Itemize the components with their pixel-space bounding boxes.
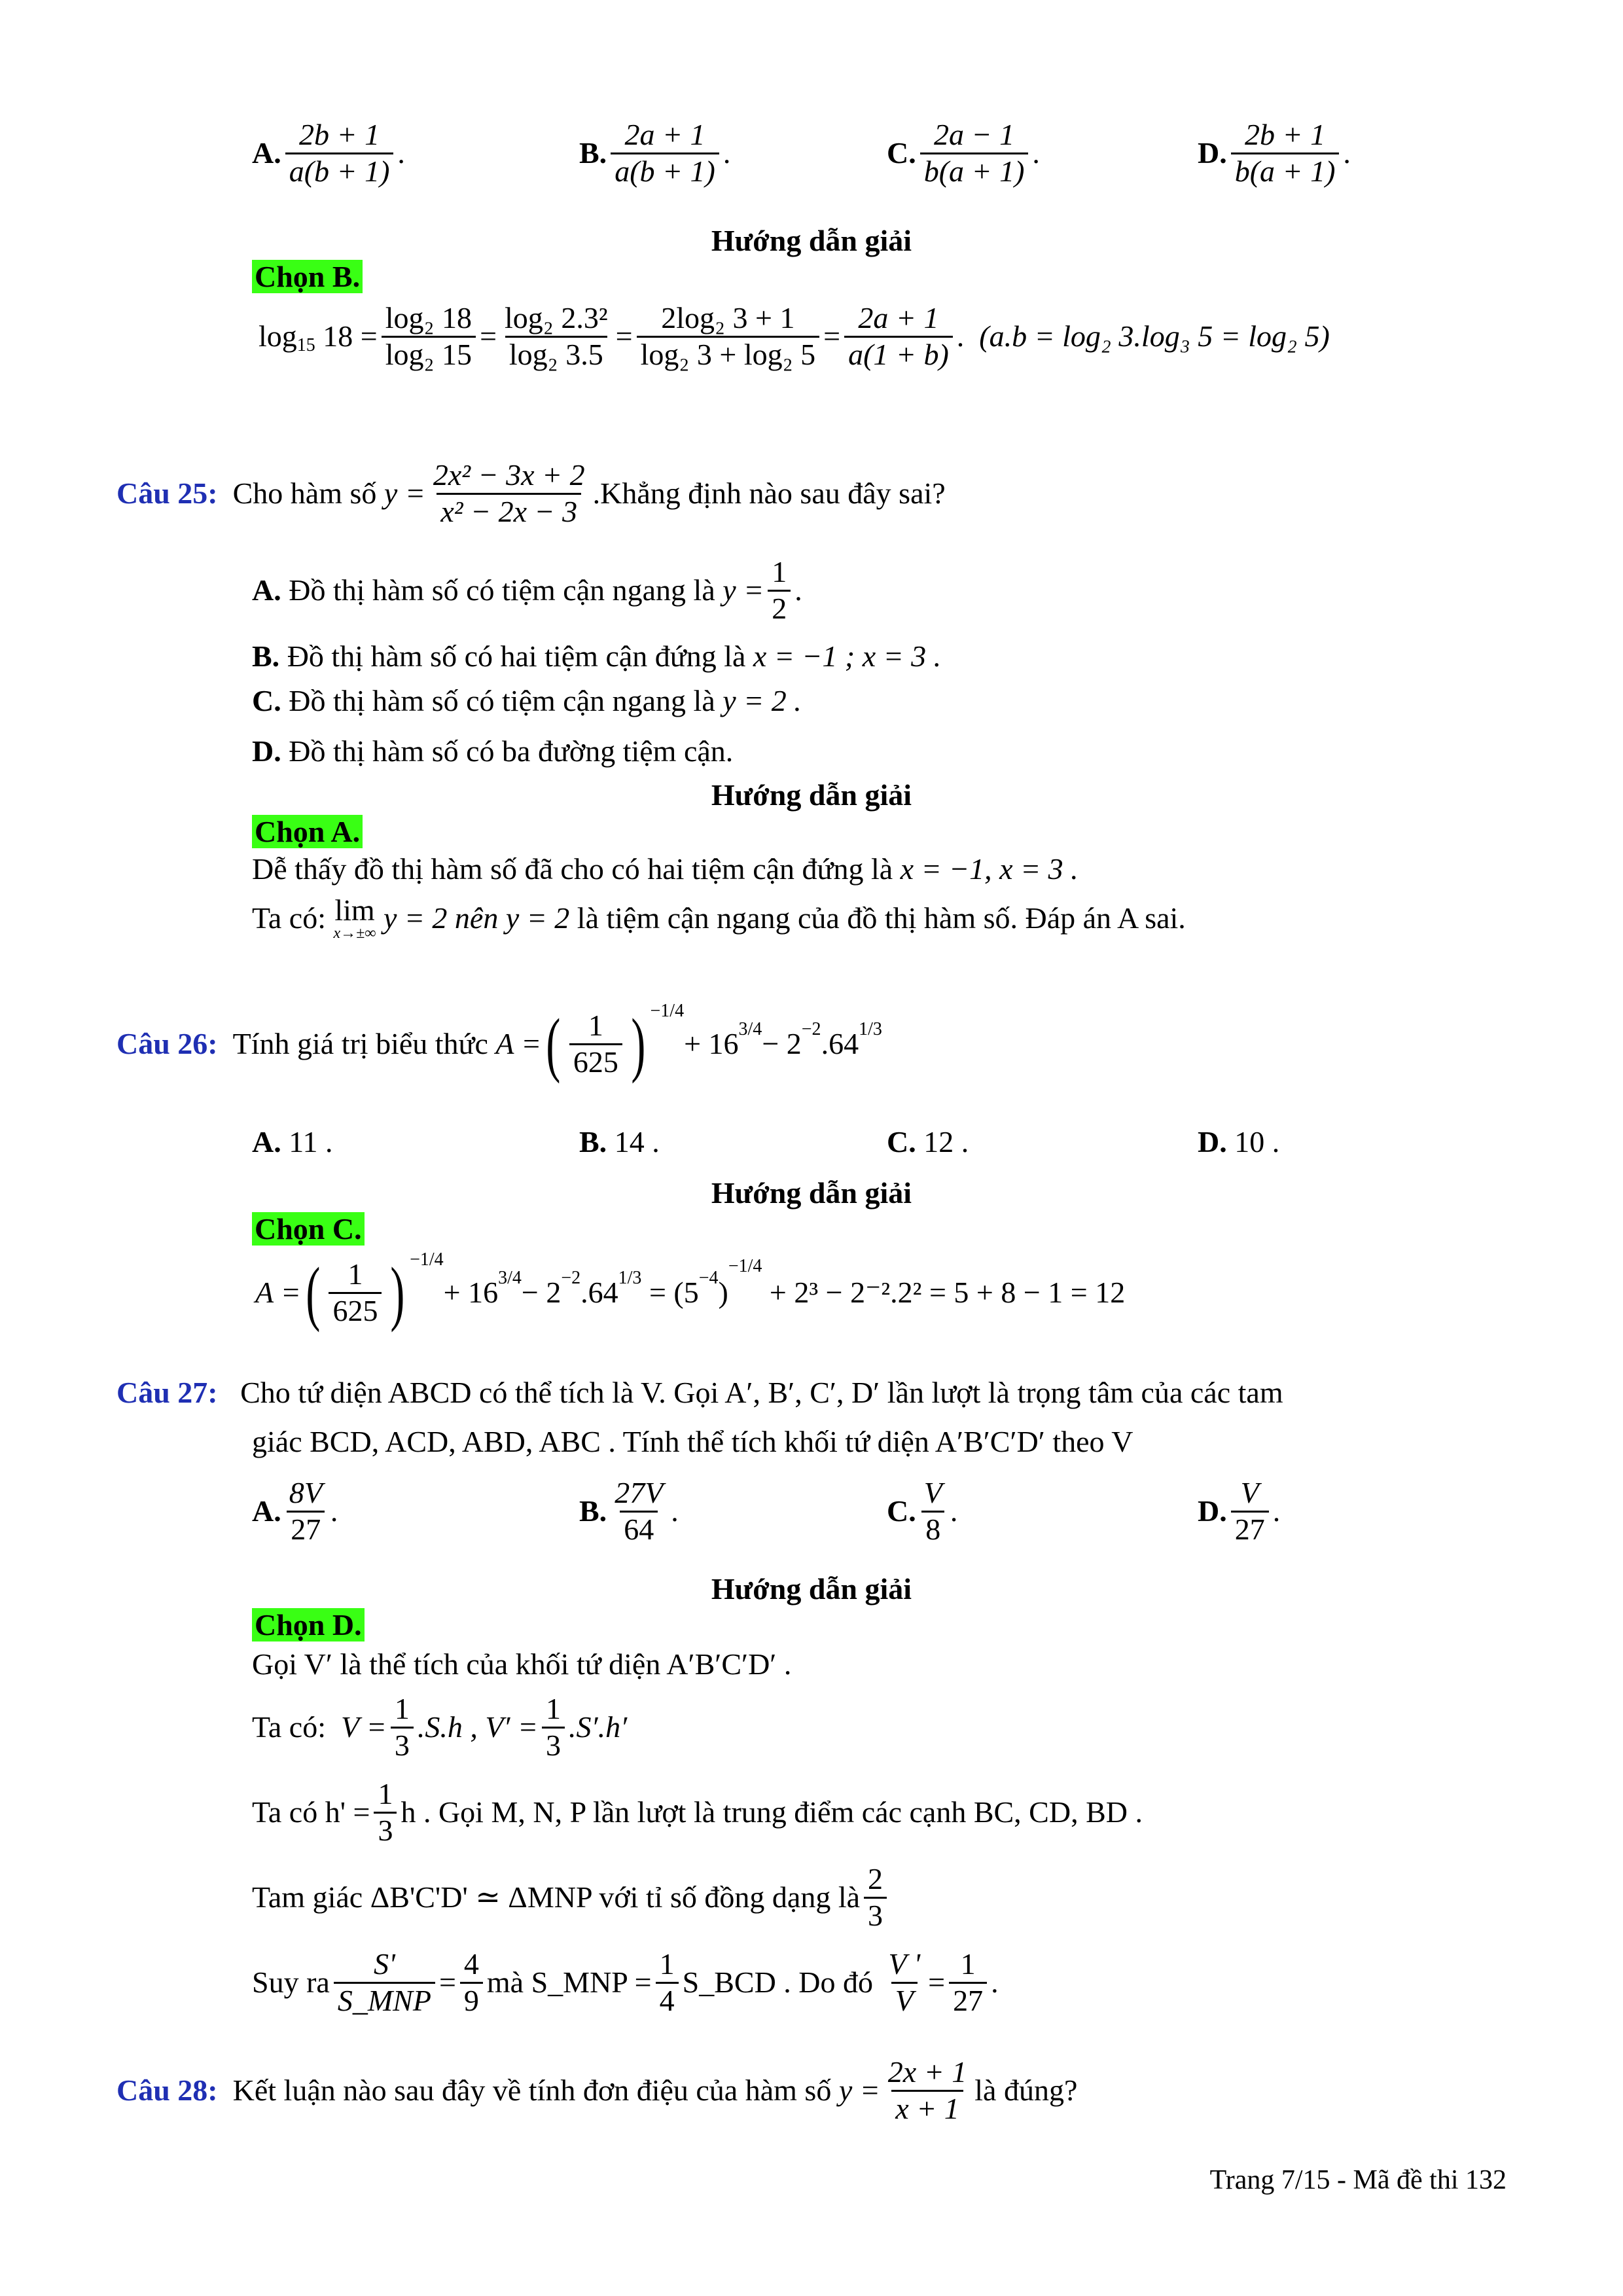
q27-solution-line-2: Ta có: V = $\frac{1}{3}$ .S.h , V′ = $\frac{1}{3}$ .S′.h′ <box>252 1692 628 1762</box>
q27-solution-line-4: Tam giác ΔB'C'D' ≃ ΔMNP với tỉ số đồng dạng là $\frac{2}{3}$ <box>252 1862 891 1933</box>
q26-choice: Chọn C. <box>252 1214 365 1244</box>
q25-choice: Chọn A. <box>252 817 363 847</box>
limit: lim x→±∞ <box>333 893 376 942</box>
page-footer: Trang 7/15 - Mã đề thi 132 <box>1209 2165 1507 2195</box>
q24-equation: log $_{15}$ 18 = $\frac{\text{log₂ 18}}{\text{log₂ 15}}$ = $\frac{\text{log₂ 2.3²}}{\text{log₂ 3.5}}$ = $\frac{\text{2log₂ 3 + 1}}{\text{log₂ 3 + log₂ 5}}$ = $\frac{2a + 1}{a(1 + b)}$ . (a.b = log₂ 3.log₃ 5 = log₂ 5) <box>259 301 1330 371</box>
q25-solution-line-1: Dễ thấy đồ thị hàm số đã cho có hai tiệm cận đứng là x = −1, x = 3 . <box>252 852 1079 886</box>
q27-option-d: D. $\frac{V}{27}$ . <box>1198 1476 1281 1546</box>
q26-solution-title: Hướng dẫn giải <box>711 1176 912 1210</box>
q25-option-c: C. Đồ thị hàm số có tiệm cận ngang là y = 2 . <box>252 684 802 717</box>
q25-solution-line-2: Ta có: lim x→±∞ y = 2 nên y = 2 là tiệm cận ngang của đồ thị hàm số. Đáp án A sai. <box>252 893 1186 942</box>
q27-solution-line-3: Ta có h' = $\frac{1}{3}$ h . Gọi M, N, P lần lượt là trung điểm các cạnh BC, CD, BD . <box>252 1777 1143 1847</box>
q27-option-c: C. $\frac{V}{8}$ . <box>887 1476 958 1546</box>
fraction: $\frac{2b + 1}{a(b + 1)}$ <box>285 118 394 189</box>
fraction: $\frac{2a + 1}{a(b + 1)}$ <box>611 118 719 189</box>
q25-option-d: D. Đồ thị hàm số có ba đường tiệm cận. <box>252 734 734 768</box>
q26-option-a: A. 11 . <box>252 1125 333 1158</box>
q27-stem-line-1: Câu 27: Cho tứ diện ABCD có thể tích là V. Gọi A′, B′, C′, D′ lần lượt là trọng tâm của các tam <box>116 1376 1283 1409</box>
question-label: Câu 27: <box>116 1376 218 1409</box>
q27-choice: Chọn D. <box>252 1610 365 1640</box>
q27-option-a: A. $\frac{8V}{27}$ . <box>252 1476 338 1546</box>
question-label: Câu 25: <box>116 476 218 511</box>
q28-stem: Câu 28: Kết luận nào sau đây về tính đơn điệu của hàm số y = $\frac{2x + 1}{x + 1}$ là đúng? <box>116 2055 1078 2125</box>
fraction: $\frac{2a - 1}{b(a + 1)}$ <box>920 118 1029 189</box>
q27-solution-line-1: Gọi V′ là thể tích của khối tứ diện A′B′C′D′ . <box>252 1647 792 1681</box>
q24-option-c: C. $\frac{2a - 1}{b(a + 1)}$ . <box>887 118 1040 188</box>
question-label: Câu 28: <box>116 2073 218 2108</box>
q26-option-b: B. 14 . <box>579 1125 660 1158</box>
q24-option-b: B. $\frac{2a + 1}{a(b + 1)}$ . <box>579 118 731 188</box>
q25-stem: Câu 25: Cho hàm số y = $\frac{\text{2x² − 3x + 2}}{\text{x² − 2x − 3}}$ .Khẳng định nào sau đây sai? <box>116 458 946 528</box>
q24-option-a: A. $\frac{2b + 1}{a(b + 1)}$ . <box>252 118 405 188</box>
q25-solution-title: Hướng dẫn giải <box>711 778 912 812</box>
q25-option-b: B. Đồ thị hàm số có hai tiệm cận đứng là x = −1 ; x = 3 . <box>252 639 942 673</box>
q27-option-b: B. $\frac{27V}{64}$ . <box>579 1476 679 1546</box>
q24-choice: Chọn B. <box>252 262 363 292</box>
q24-option-d: D. $\frac{2b + 1}{b(a + 1)}$ . <box>1198 118 1351 188</box>
q27-solution-line-5: Suy ra $\frac{S'}{\text{S\_MNP}}$ = $\frac{4}{9}$ mà S_MNP = $\frac{1}{4}$ S_BCD . Do đó $\frac{V '}{V}$ = $\frac{1}{27}$ . <box>252 1947 999 2017</box>
q26-stem: Câu 26: Tính giá trị biểu thức A = ( $\frac{1}{625}$ ) $^{-1/4}$ + 16 $^{3/4}$ − 2 $^{-2}$ .64 $^{1/3}$ <box>116 1001 882 1084</box>
q27-solution-title: Hướng dẫn giải <box>711 1572 912 1605</box>
q26-option-d: D. 10 . <box>1198 1125 1280 1158</box>
q25-option-a: A. Đồ thị hàm số có tiệm cận ngang là y = $\frac{1}{2}$ . <box>252 555 802 625</box>
q26-solution-equation: A = ( $\frac{1}{625}$ ) $^{-1/4}$ + 16 $^{3/4}$ − 2 $^{-2}$ .64 $^{1/3}$ = (5 $^{-4}$ ) $^{-1/4}$ + 2³ − 2⁻².2² = 5 + 8 − 1 = 12 <box>255 1249 1126 1333</box>
q26-option-c: C. 12 . <box>887 1125 969 1158</box>
fraction: $\frac{2b + 1}{b(a + 1)}$ <box>1231 118 1340 189</box>
q24-solution-title: Hướng dẫn giải <box>711 224 912 257</box>
question-label: Câu 26: <box>116 1027 218 1060</box>
q27-stem-line-2: giác BCD, ACD, ABD, ABC . Tính thể tích khối tứ diện A′B′C′D′ theo V <box>252 1425 1133 1458</box>
option-letter: A. <box>252 136 281 170</box>
